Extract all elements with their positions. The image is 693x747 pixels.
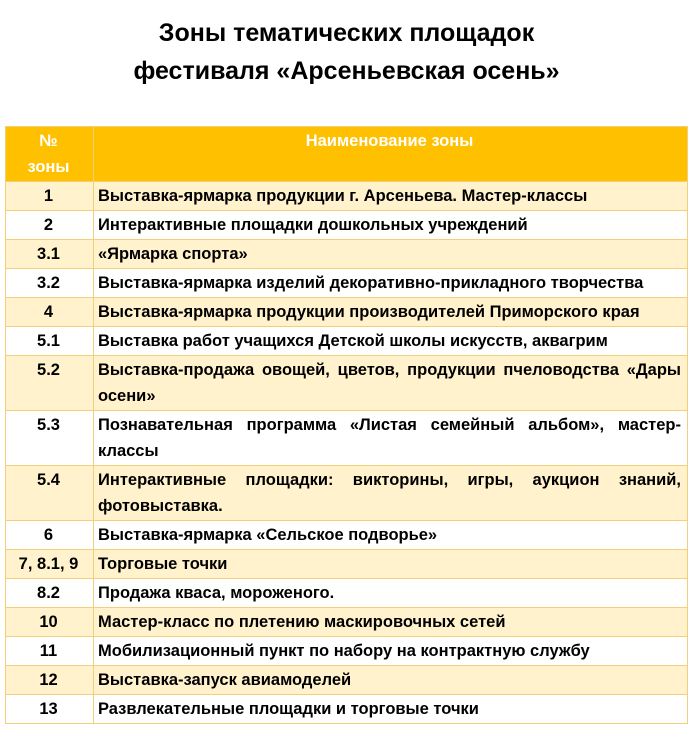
zones-table	[5, 126, 688, 724]
table-row	[6, 182, 688, 211]
table-row	[6, 327, 688, 356]
zone-number: 12	[6, 666, 94, 695]
header-name: Наименование зоны	[94, 127, 688, 182]
title-line-1: Зоны тематических площадок	[158, 19, 535, 47]
table-row	[6, 637, 688, 666]
header-number-line1: №	[39, 132, 58, 150]
table-row	[6, 666, 688, 695]
page-title	[0, 14, 693, 90]
zone-name: Выставка-ярмарка «Сельское подворье»	[94, 521, 688, 550]
table-row	[6, 608, 688, 637]
zone-name: Торговые точки	[94, 550, 688, 579]
zone-number: 6	[6, 521, 94, 550]
zone-number: 5.4	[6, 466, 94, 521]
zone-number: 11	[6, 637, 94, 666]
zone-name: Мобилизационный пункт по набору на контрактную службу	[94, 637, 688, 666]
zone-name: Развлекательные площадки и торговые точки	[94, 695, 688, 724]
zone-name: Выставка-продажа овощей, цветов, продукции пчеловодства «Дары осени»	[94, 356, 688, 411]
zone-number: 3.2	[6, 269, 94, 298]
zone-name: Выставка-запуск авиамоделей	[94, 666, 688, 695]
zone-name: «Ярмарка спорта»	[94, 240, 688, 269]
table-row	[6, 521, 688, 550]
zone-number: 13	[6, 695, 94, 724]
table-row	[6, 240, 688, 269]
table-row	[6, 466, 688, 521]
table-body	[6, 182, 688, 724]
zone-name: Выставка-ярмарка продукции производителей Приморского края	[94, 298, 688, 327]
table-header	[6, 127, 688, 182]
zone-number: 4	[6, 298, 94, 327]
zone-number: 10	[6, 608, 94, 637]
zone-number: 8.2	[6, 579, 94, 608]
zone-name: Продажа кваса, мороженого.	[94, 579, 688, 608]
header-number-line2: зоны	[27, 158, 70, 176]
zone-number: 1	[6, 182, 94, 211]
zone-name: Интерактивные площадки: викторины, игры, аукцион знаний, фотовыставка.	[94, 466, 688, 521]
zone-name: Познавательная программа «Листая семейный альбом», мастер-классы	[94, 411, 688, 466]
table-row	[6, 356, 688, 411]
table-row	[6, 695, 688, 724]
zone-number: 7, 8.1, 9	[6, 550, 94, 579]
zone-name: Выставка работ учащихся Детской школы искусств, аквагрим	[94, 327, 688, 356]
zone-name: Выставка-ярмарка продукции г. Арсеньева. Мастер-классы	[94, 182, 688, 211]
zone-number: 2	[6, 211, 94, 240]
table-row	[6, 550, 688, 579]
table-row	[6, 211, 688, 240]
zone-number: 5.2	[6, 356, 94, 411]
zone-name: Интерактивные площадки дошкольных учреждений	[94, 211, 688, 240]
table-row	[6, 579, 688, 608]
table-row	[6, 298, 688, 327]
zone-name: Мастер-класс по плетению маскировочных сетей	[94, 608, 688, 637]
header-number	[6, 127, 94, 182]
zone-number: 5.1	[6, 327, 94, 356]
zone-number: 5.3	[6, 411, 94, 466]
zone-number: 3.1	[6, 240, 94, 269]
table-row	[6, 411, 688, 466]
title-line-2: фестиваля «Арсеньевская осень»	[133, 57, 560, 85]
table-row	[6, 269, 688, 298]
header-row	[6, 127, 688, 182]
zone-name: Выставка-ярмарка изделий декоративно-прикладного творчества	[94, 269, 688, 298]
